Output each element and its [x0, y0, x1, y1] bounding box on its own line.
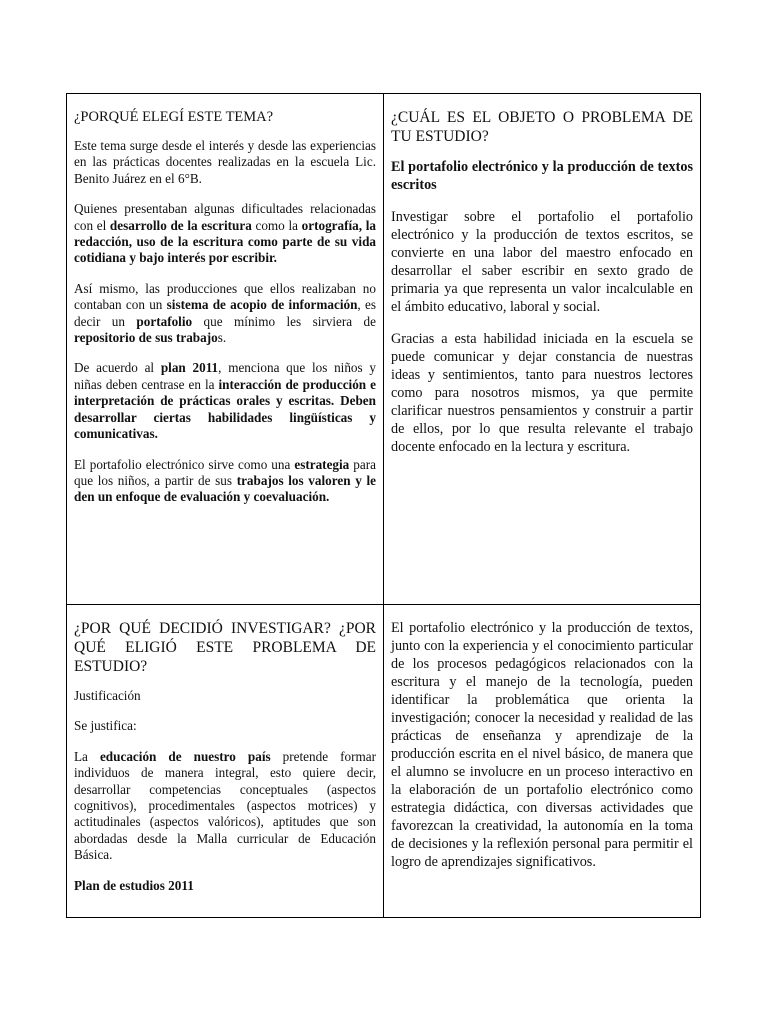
footer-note: Plan de estudios 2011: [74, 877, 194, 893]
paragraph: La educación de nuestro país pretende formar individuos de manera integral, esto quiere decir, desarrollar competencias conceptuales (aspectos cognitivos), procedimentales (aspectos motrices) y actitudinales (aspectos valóricos), aptitudes que son abordadas desde la Malla curricular de Educación Básica.: [74, 748, 376, 863]
question-heading: ¿POR QUÉ DECIDIÓ INVESTIGAR? ¿POR QUÉ ELIGIÓ ESTE PROBLEMA DE ESTUDIO?: [74, 620, 376, 675]
paragraph: De acuerdo al plan 2011, menciona que los niños y niñas deben centrase en la interacción de producción e interpretación de prácticas orales y escritas. Deben desarrollar ciertas habilidades lingüísticas y comunicativas.: [74, 360, 376, 442]
paragraph: El portafolio electrónico sirve como una estrategia para que los niños, a partir de sus trabajos los valoren y le den un enfoque de evaluación y coevaluación.: [74, 456, 376, 505]
cell-why-topic: [67, 94, 384, 605]
subtitle: El portafolio electrónico y la producción de textos escritos: [391, 159, 693, 193]
label-justification: Justificación: [74, 688, 141, 703]
document-table: [66, 93, 701, 918]
paragraph: Quienes presentaban algunas dificultades relacionadas con el desarrollo de la escritura como la ortografía, la redacción, uso de la escritura como parte de su vida cotidiana y bajo interés por escribir.: [74, 201, 376, 266]
cell-study-object: [384, 94, 701, 605]
question-heading: ¿CUÁL ES EL OBJETO O PROBLEMA DE TU ESTUDIO?: [391, 109, 693, 145]
paragraph: Así mismo, las producciones que ellos realizaban no contaban con un sistema de acopio de información, es decir un portafolio que mínimo les sirviera de repositorio de sus trabajos.: [74, 280, 376, 346]
cell-problem-description: [384, 605, 701, 918]
table-row: [67, 605, 701, 918]
table-row: [67, 94, 701, 605]
label-justified: Se justifica:: [74, 718, 137, 734]
paragraph: El portafolio electrónico y la producción de textos, junto con la experiencia y el conocimiento particular de los procesos pedagógicos relacionados con la escritura y el manejo de la tecnología, pueden identificar la problemática que orienta la investigación; conocer la necesidad y realidad de las prácticas de enseñanza y aprendizaje de la producción escrita en el nivel básico, de manera que el alumno se involucre en un proceso interactivo en la elaboración de un portafolio electrónico como estrategia didáctica, con diversas actividades que favorezcan la creatividad, la autonomía en la toma de decisiones y la reflexión personal para permitir el logro de aprendizajes significativos.: [391, 620, 693, 870]
cell-why-investigate: [67, 605, 384, 918]
paragraph: Gracias a esta habilidad iniciada en la escuela se puede comunicar y dejar constancia de nuestras ideas y sentimientos, tanto para nuestros lectores como para nosotros mismos, ya que permite clarificar nuestros pensamientos y construir a partir de ellos, por lo que resulta relevante el trabajo docente enfocado en la lectura y escritura.: [391, 331, 693, 455]
paragraph: Investigar sobre el portafolio el portafolio electrónico y la producción de textos escritos, se convierte en una labor del maestro enfocado en desarrollar el saber escribir en sexto grado de primaria ya que representa un valor incalculable en el ámbito educativo, laboral y social.: [391, 209, 693, 315]
paragraph: Este tema surge desde el interés y desde las experiencias en las prácticas docentes realizadas en la escuela Lic. Benito Juárez en el 6°B.: [74, 138, 376, 186]
question-heading: ¿PORQUÉ ELEGÍ ESTE TEMA?: [74, 109, 274, 125]
